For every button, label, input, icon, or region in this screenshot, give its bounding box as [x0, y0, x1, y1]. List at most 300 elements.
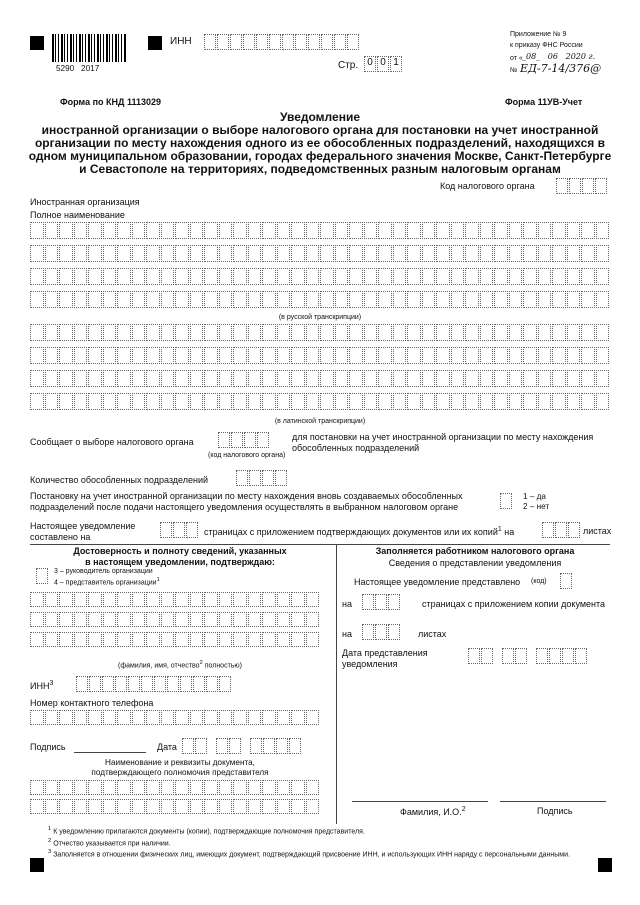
char-cell[interactable] [306, 799, 320, 814]
char-cell[interactable] [335, 393, 349, 410]
char-cell[interactable] [175, 245, 189, 262]
char-cell[interactable] [117, 268, 131, 285]
char-cell[interactable] [190, 222, 204, 239]
char-cell[interactable] [509, 347, 523, 364]
char-cell[interactable] [480, 347, 494, 364]
char-cell[interactable] [451, 393, 465, 410]
char-cell[interactable] [494, 245, 508, 262]
char-cell[interactable] [567, 347, 581, 364]
grid-row[interactable] [30, 799, 320, 814]
char-cell[interactable] [45, 268, 59, 285]
char-cell[interactable] [146, 632, 160, 647]
char-cell[interactable] [204, 592, 218, 607]
char-cell[interactable] [219, 291, 233, 308]
char-cell[interactable] [233, 592, 247, 607]
char-cell[interactable] [291, 780, 305, 795]
char-cell[interactable] [581, 393, 595, 410]
char-cell[interactable] [581, 222, 595, 239]
char-cell[interactable] [103, 710, 117, 725]
char-cell[interactable] [523, 347, 537, 364]
char-cell[interactable] [349, 245, 363, 262]
char-cell[interactable] [320, 245, 334, 262]
char-cell[interactable] [291, 245, 305, 262]
char-cell[interactable] [204, 324, 218, 341]
char-cell[interactable] [451, 347, 465, 364]
grid-row[interactable] [30, 592, 320, 607]
char-cell[interactable] [378, 370, 392, 387]
char-cell[interactable] [262, 291, 276, 308]
char-cell[interactable] [277, 780, 291, 795]
char-cell[interactable] [146, 347, 160, 364]
char-cell[interactable] [233, 324, 247, 341]
char-cell[interactable] [436, 291, 450, 308]
char-cell[interactable] [393, 370, 407, 387]
char-cell[interactable] [596, 291, 610, 308]
char-cell[interactable] [59, 324, 73, 341]
char-cell[interactable] [30, 780, 44, 795]
char-cell[interactable] [219, 632, 233, 647]
char-cell[interactable] [378, 347, 392, 364]
char-cell[interactable] [103, 222, 117, 239]
char-cell[interactable] [88, 393, 102, 410]
char-cell[interactable] [161, 291, 175, 308]
char-cell[interactable] [233, 347, 247, 364]
char-cell[interactable] [117, 799, 131, 814]
char-cell[interactable] [378, 291, 392, 308]
phone-grid[interactable] [30, 710, 320, 725]
char-cell[interactable] [378, 268, 392, 285]
sign-date-cells[interactable] [182, 738, 302, 754]
char-cell[interactable] [291, 592, 305, 607]
char-cell[interactable] [277, 393, 291, 410]
char-cell[interactable] [233, 245, 247, 262]
char-cell[interactable] [538, 370, 552, 387]
char-cell[interactable] [45, 780, 59, 795]
char-cell[interactable] [451, 324, 465, 341]
char-cell[interactable] [161, 710, 175, 725]
char-cell[interactable] [146, 370, 160, 387]
authority-document-grid[interactable] [30, 780, 320, 818]
char-cell[interactable] [393, 324, 407, 341]
char-cell[interactable] [30, 347, 44, 364]
char-cell[interactable] [480, 324, 494, 341]
char-cell[interactable] [306, 268, 320, 285]
char-cell[interactable] [204, 799, 218, 814]
char-cell[interactable] [132, 612, 146, 627]
char-cell[interactable] [567, 393, 581, 410]
char-cell[interactable] [262, 245, 276, 262]
char-cell[interactable] [219, 347, 233, 364]
char-cell[interactable] [175, 370, 189, 387]
char-cell[interactable] [567, 268, 581, 285]
char-cell[interactable] [30, 393, 44, 410]
char-cell[interactable] [117, 245, 131, 262]
right-pages-cells[interactable] [362, 594, 401, 610]
char-cell[interactable] [465, 245, 479, 262]
char-cell[interactable] [88, 245, 102, 262]
char-cell[interactable] [364, 324, 378, 341]
char-cell[interactable] [161, 370, 175, 387]
char-cell[interactable] [117, 291, 131, 308]
char-cell[interactable] [277, 799, 291, 814]
char-cell[interactable] [175, 347, 189, 364]
char-cell[interactable] [262, 393, 276, 410]
char-cell[interactable] [364, 245, 378, 262]
char-cell[interactable] [190, 710, 204, 725]
char-cell[interactable] [364, 370, 378, 387]
char-cell[interactable] [552, 370, 566, 387]
char-cell[interactable] [494, 393, 508, 410]
char-cell[interactable] [59, 710, 73, 725]
grid-row[interactable] [30, 393, 610, 410]
char-cell[interactable] [204, 612, 218, 627]
char-cell[interactable] [407, 347, 421, 364]
char-cell[interactable] [190, 799, 204, 814]
char-cell[interactable] [233, 612, 247, 627]
char-cell[interactable] [146, 222, 160, 239]
char-cell[interactable] [523, 245, 537, 262]
char-cell[interactable] [494, 291, 508, 308]
char-cell[interactable] [117, 370, 131, 387]
char-cell[interactable] [480, 222, 494, 239]
char-cell[interactable] [306, 245, 320, 262]
char-cell[interactable] [451, 291, 465, 308]
char-cell[interactable] [219, 780, 233, 795]
char-cell[interactable] [378, 222, 392, 239]
char-cell[interactable] [422, 393, 436, 410]
char-cell[interactable] [364, 347, 378, 364]
char-cell[interactable] [190, 268, 204, 285]
char-cell[interactable] [161, 612, 175, 627]
char-cell[interactable] [494, 222, 508, 239]
signer-inn-cells[interactable] [76, 676, 232, 692]
char-cell[interactable] [335, 245, 349, 262]
grid-row[interactable] [30, 370, 610, 387]
char-cell[interactable] [103, 632, 117, 647]
char-cell[interactable] [262, 347, 276, 364]
char-cell[interactable] [436, 370, 450, 387]
char-cell[interactable] [88, 291, 102, 308]
char-cell[interactable] [393, 222, 407, 239]
char-cell[interactable] [175, 324, 189, 341]
char-cell[interactable] [538, 324, 552, 341]
char-cell[interactable] [132, 347, 146, 364]
sheets-count-cells[interactable] [542, 522, 581, 538]
char-cell[interactable] [277, 291, 291, 308]
char-cell[interactable] [233, 780, 247, 795]
char-cell[interactable] [161, 245, 175, 262]
char-cell[interactable] [523, 222, 537, 239]
char-cell[interactable] [480, 268, 494, 285]
char-cell[interactable] [204, 291, 218, 308]
char-cell[interactable] [88, 632, 102, 647]
char-cell[interactable] [291, 268, 305, 285]
char-cell[interactable] [277, 268, 291, 285]
char-cell[interactable] [538, 245, 552, 262]
char-cell[interactable] [132, 222, 146, 239]
char-cell[interactable] [45, 592, 59, 607]
char-cell[interactable] [393, 347, 407, 364]
char-cell[interactable] [88, 324, 102, 341]
char-cell[interactable] [248, 324, 262, 341]
char-cell[interactable] [59, 370, 73, 387]
char-cell[interactable] [277, 632, 291, 647]
char-cell[interactable] [30, 370, 44, 387]
char-cell[interactable] [146, 780, 160, 795]
char-cell[interactable] [74, 393, 88, 410]
char-cell[interactable] [248, 780, 262, 795]
char-cell[interactable] [364, 393, 378, 410]
char-cell[interactable] [494, 347, 508, 364]
char-cell[interactable] [596, 370, 610, 387]
char-cell[interactable] [219, 799, 233, 814]
char-cell[interactable] [552, 291, 566, 308]
grid-row[interactable] [30, 291, 610, 308]
char-cell[interactable] [45, 347, 59, 364]
char-cell[interactable] [262, 222, 276, 239]
char-cell[interactable] [567, 324, 581, 341]
char-cell[interactable] [161, 799, 175, 814]
char-cell[interactable] [132, 245, 146, 262]
char-cell[interactable] [74, 780, 88, 795]
char-cell[interactable] [422, 291, 436, 308]
char-cell[interactable] [349, 370, 363, 387]
char-cell[interactable] [465, 222, 479, 239]
char-cell[interactable] [320, 222, 334, 239]
char-cell[interactable] [422, 268, 436, 285]
char-cell[interactable] [161, 393, 175, 410]
char-cell[interactable] [45, 393, 59, 410]
char-cell[interactable] [596, 222, 610, 239]
char-cell[interactable] [581, 268, 595, 285]
char-cell[interactable] [306, 592, 320, 607]
char-cell[interactable] [306, 710, 320, 725]
char-cell[interactable] [291, 632, 305, 647]
char-cell[interactable] [190, 592, 204, 607]
char-cell[interactable] [161, 324, 175, 341]
char-cell[interactable] [509, 245, 523, 262]
char-cell[interactable] [480, 245, 494, 262]
char-cell[interactable] [320, 347, 334, 364]
char-cell[interactable] [30, 324, 44, 341]
char-cell[interactable] [175, 710, 189, 725]
char-cell[interactable] [175, 632, 189, 647]
char-cell[interactable] [132, 592, 146, 607]
char-cell[interactable] [320, 324, 334, 341]
char-cell[interactable] [320, 370, 334, 387]
char-cell[interactable] [103, 324, 117, 341]
char-cell[interactable] [30, 268, 44, 285]
char-cell[interactable] [132, 291, 146, 308]
char-cell[interactable] [248, 245, 262, 262]
char-cell[interactable] [407, 291, 421, 308]
char-cell[interactable] [596, 268, 610, 285]
char-cell[interactable] [103, 780, 117, 795]
char-cell[interactable] [233, 291, 247, 308]
char-cell[interactable] [219, 612, 233, 627]
char-cell[interactable] [45, 291, 59, 308]
char-cell[interactable] [291, 799, 305, 814]
char-cell[interactable] [465, 268, 479, 285]
char-cell[interactable] [30, 291, 44, 308]
char-cell[interactable] [465, 291, 479, 308]
char-cell[interactable] [161, 780, 175, 795]
char-cell[interactable] [146, 710, 160, 725]
char-cell[interactable] [219, 393, 233, 410]
char-cell[interactable] [465, 393, 479, 410]
char-cell[interactable] [117, 324, 131, 341]
char-cell[interactable] [465, 347, 479, 364]
org-name-latin-grid[interactable] [30, 324, 610, 416]
char-cell[interactable] [422, 324, 436, 341]
char-cell[interactable] [480, 291, 494, 308]
char-cell[interactable] [494, 370, 508, 387]
char-cell[interactable] [30, 222, 44, 239]
org-name-russian-grid[interactable] [30, 222, 610, 314]
char-cell[interactable] [248, 612, 262, 627]
char-cell[interactable] [422, 245, 436, 262]
char-cell[interactable] [596, 245, 610, 262]
char-cell[interactable] [436, 222, 450, 239]
char-cell[interactable] [407, 370, 421, 387]
char-cell[interactable] [306, 612, 320, 627]
char-cell[interactable] [262, 370, 276, 387]
char-cell[interactable] [45, 370, 59, 387]
char-cell[interactable] [248, 370, 262, 387]
char-cell[interactable] [132, 799, 146, 814]
char-cell[interactable] [436, 268, 450, 285]
char-cell[interactable] [45, 632, 59, 647]
char-cell[interactable] [509, 268, 523, 285]
char-cell[interactable] [277, 710, 291, 725]
char-cell[interactable] [291, 612, 305, 627]
char-cell[interactable] [30, 799, 44, 814]
grid-row[interactable] [30, 780, 320, 795]
grid-row[interactable] [30, 710, 320, 725]
char-cell[interactable] [552, 222, 566, 239]
char-cell[interactable] [596, 347, 610, 364]
char-cell[interactable] [74, 710, 88, 725]
char-cell[interactable] [262, 324, 276, 341]
char-cell[interactable] [349, 347, 363, 364]
char-cell[interactable] [204, 393, 218, 410]
char-cell[interactable] [190, 393, 204, 410]
char-cell[interactable] [596, 393, 610, 410]
char-cell[interactable] [262, 632, 276, 647]
char-cell[interactable] [103, 612, 117, 627]
char-cell[interactable] [552, 268, 566, 285]
sign-line[interactable] [500, 801, 606, 802]
char-cell[interactable] [88, 612, 102, 627]
char-cell[interactable] [248, 393, 262, 410]
char-cell[interactable] [233, 268, 247, 285]
char-cell[interactable] [306, 370, 320, 387]
char-cell[interactable] [30, 632, 44, 647]
char-cell[interactable] [204, 222, 218, 239]
char-cell[interactable] [146, 291, 160, 308]
char-cell[interactable] [291, 324, 305, 341]
char-cell[interactable] [291, 291, 305, 308]
char-cell[interactable] [233, 222, 247, 239]
grid-row[interactable] [30, 268, 610, 285]
char-cell[interactable] [378, 393, 392, 410]
char-cell[interactable] [349, 222, 363, 239]
char-cell[interactable] [74, 632, 88, 647]
char-cell[interactable] [175, 799, 189, 814]
char-cell[interactable] [59, 780, 73, 795]
char-cell[interactable] [422, 370, 436, 387]
grid-row[interactable] [30, 632, 320, 647]
char-cell[interactable] [132, 710, 146, 725]
char-cell[interactable] [132, 632, 146, 647]
char-cell[interactable] [190, 324, 204, 341]
signer-fio-grid[interactable] [30, 592, 320, 652]
char-cell[interactable] [219, 324, 233, 341]
char-cell[interactable] [552, 393, 566, 410]
char-cell[interactable] [320, 291, 334, 308]
char-cell[interactable] [335, 222, 349, 239]
char-cell[interactable] [74, 592, 88, 607]
char-cell[interactable] [190, 291, 204, 308]
char-cell[interactable] [45, 245, 59, 262]
char-cell[interactable] [45, 222, 59, 239]
char-cell[interactable] [74, 291, 88, 308]
char-cell[interactable] [465, 370, 479, 387]
char-cell[interactable] [88, 370, 102, 387]
char-cell[interactable] [190, 370, 204, 387]
char-cell[interactable] [59, 347, 73, 364]
char-cell[interactable] [59, 799, 73, 814]
char-cell[interactable] [74, 245, 88, 262]
char-cell[interactable] [88, 268, 102, 285]
char-cell[interactable] [523, 393, 537, 410]
char-cell[interactable] [88, 347, 102, 364]
char-cell[interactable] [509, 324, 523, 341]
char-cell[interactable] [335, 347, 349, 364]
char-cell[interactable] [175, 268, 189, 285]
char-cell[interactable] [103, 347, 117, 364]
char-cell[interactable] [219, 710, 233, 725]
char-cell[interactable] [581, 347, 595, 364]
char-cell[interactable] [509, 291, 523, 308]
char-cell[interactable] [88, 710, 102, 725]
char-cell[interactable] [190, 612, 204, 627]
grid-row[interactable] [30, 324, 610, 341]
grid-row[interactable] [30, 245, 610, 262]
char-cell[interactable] [538, 268, 552, 285]
char-cell[interactable] [262, 799, 276, 814]
signer-type-cell[interactable] [36, 568, 49, 584]
char-cell[interactable] [349, 393, 363, 410]
char-cell[interactable] [233, 799, 247, 814]
char-cell[interactable] [175, 780, 189, 795]
char-cell[interactable] [436, 347, 450, 364]
inn-header-cells[interactable] [204, 34, 360, 50]
submission-date-cells[interactable] [468, 648, 588, 664]
char-cell[interactable] [59, 612, 73, 627]
char-cell[interactable] [74, 799, 88, 814]
char-cell[interactable] [407, 393, 421, 410]
char-cell[interactable] [45, 612, 59, 627]
char-cell[interactable] [74, 268, 88, 285]
char-cell[interactable] [407, 222, 421, 239]
char-cell[interactable] [117, 632, 131, 647]
char-cell[interactable] [74, 324, 88, 341]
char-cell[interactable] [175, 592, 189, 607]
char-cell[interactable] [538, 347, 552, 364]
char-cell[interactable] [393, 245, 407, 262]
char-cell[interactable] [132, 393, 146, 410]
